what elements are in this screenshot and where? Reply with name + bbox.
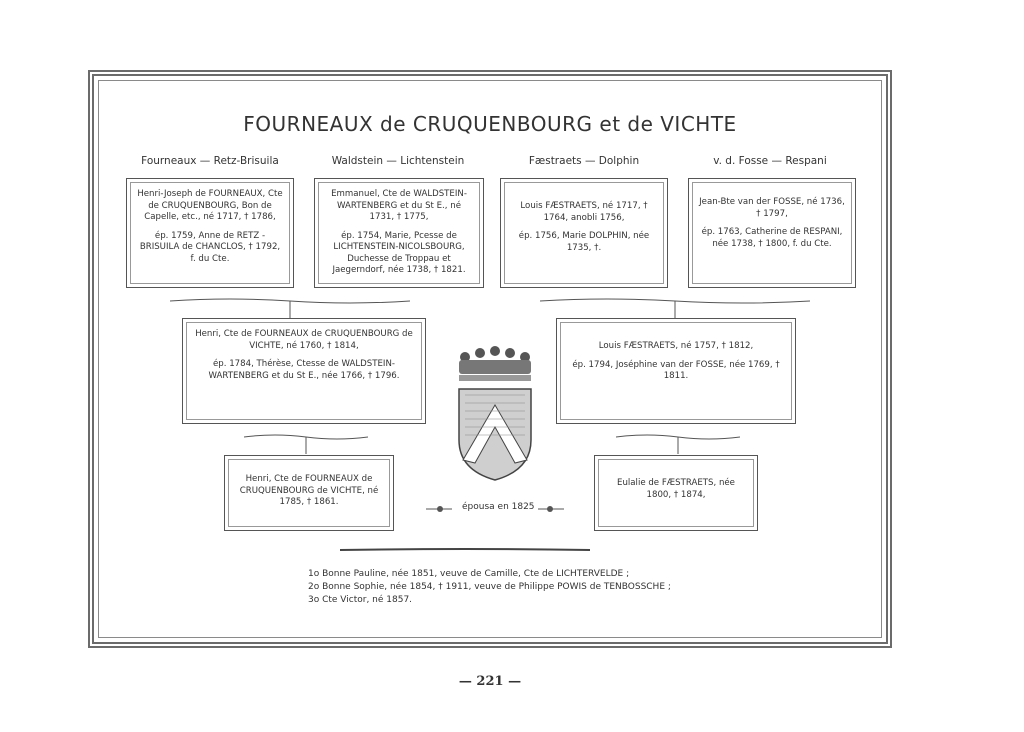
child-entry: 1o Bonne Pauline, née 1851, veuve de Camille, Cte de LICHTERVELDE ; [308,569,630,579]
person-box-fourneaux-gen1 [126,178,294,288]
person-text: Eulalie de FÆSTRAETS, née 1800, † 1874, [617,478,735,500]
person-box-fosse-gen1 [688,178,856,288]
marriage-ornament-left-icon [426,504,452,514]
person-box-fourneaux-gen2 [182,318,426,424]
marriage-ornament-right-icon [538,504,564,514]
connector-gen2-right [616,432,740,456]
marriage-text: ép. 1784, Thérèse, Ctesse de WALDSTEIN-WARTENBERG et du St E., née 1766, † 1796. [208,359,400,381]
marriage-text: ép. 1756, Marie DOLPHIN, née 1735, †. [518,231,650,253]
column-heading-waldstein: Waldstein — Lichtenstein [331,155,465,167]
column-heading-fosse: v. d. Fosse — Respani [713,155,827,167]
divider-line [340,548,590,552]
person-box-waldstein-gen1 [314,178,484,288]
person-box-faestraets-gen3 [594,455,758,531]
column-heading-faestraets: Fæstraets — Dolphin [528,155,640,167]
child-entry: 2o Bonne Sophie, née 1854, † 1911, veuve de Philippe POWIS de TENBOSSCHE ; [308,582,671,592]
person-text: Emmanuel, Cte de WALDSTEIN-WARTENBERG et du St E., né 1731, † 1775, [331,189,467,222]
marriage-label: épousa en 1825 [462,502,535,512]
person-box-faestraets-gen1 [500,178,668,288]
page-title: FOURNEAUX de CRUQUENBOURG et de VICHTE [243,112,737,136]
connector-gen2-left [244,432,368,456]
person-text: Henri-Joseph de FOURNEAUX, Cte de CRUQUENBOURG, Bon de Capelle, etc., né 1717, † 1786, [137,189,283,222]
page-number: — 221 — [458,674,522,689]
person-box-faestraets-gen2 [556,318,796,424]
coat-of-arms-icon [445,345,545,485]
marriage-text: ép. 1759, Anne de RETZ - BRISUILA de CHANCLOS, † 1792, f. du Cte. [139,230,281,264]
child-entry: 3o Cte Victor, né 1857. [308,595,413,605]
person-text: Henri, Cte de FOURNEAUX de CRUQUENBOURG de VICHTE, né 1760, † 1814, [195,329,413,351]
connector-gen1-left [170,296,410,320]
person-text: Louis FÆSTRAETS, né 1757, † 1812, [598,341,754,351]
marriage-text: ép. 1754, Marie, Pcesse de LICHTENSTEIN-NICOLSBOURG, Duchesse de Troppau et Jaegerndorf, née 1738, † 1821. [332,230,466,275]
person-text: Henri, Cte de FOURNEAUX de CRUQUENBOURG de VICHTE, né 1785, † 1861. [239,474,379,507]
marriage-text: ép. 1763, Catherine de RESPANI, née 1738, † 1800, f. du Cte. [701,227,843,249]
person-box-fourneaux-gen3 [224,455,394,531]
person-text: Louis FÆSTRAETS, né 1717, † 1764, anobli 1756, [520,201,648,223]
connector-gen1-right [540,296,810,320]
column-heading-fourneaux: Fourneaux — Retz-Brisuila [141,155,279,167]
children-list [308,568,671,607]
marriage-text: ép. 1794, Joséphine van der FOSSE, née 1769, † 1811. [572,359,780,381]
person-text: Jean-Bte van der FOSSE, né 1736, † 1797, [699,197,845,219]
